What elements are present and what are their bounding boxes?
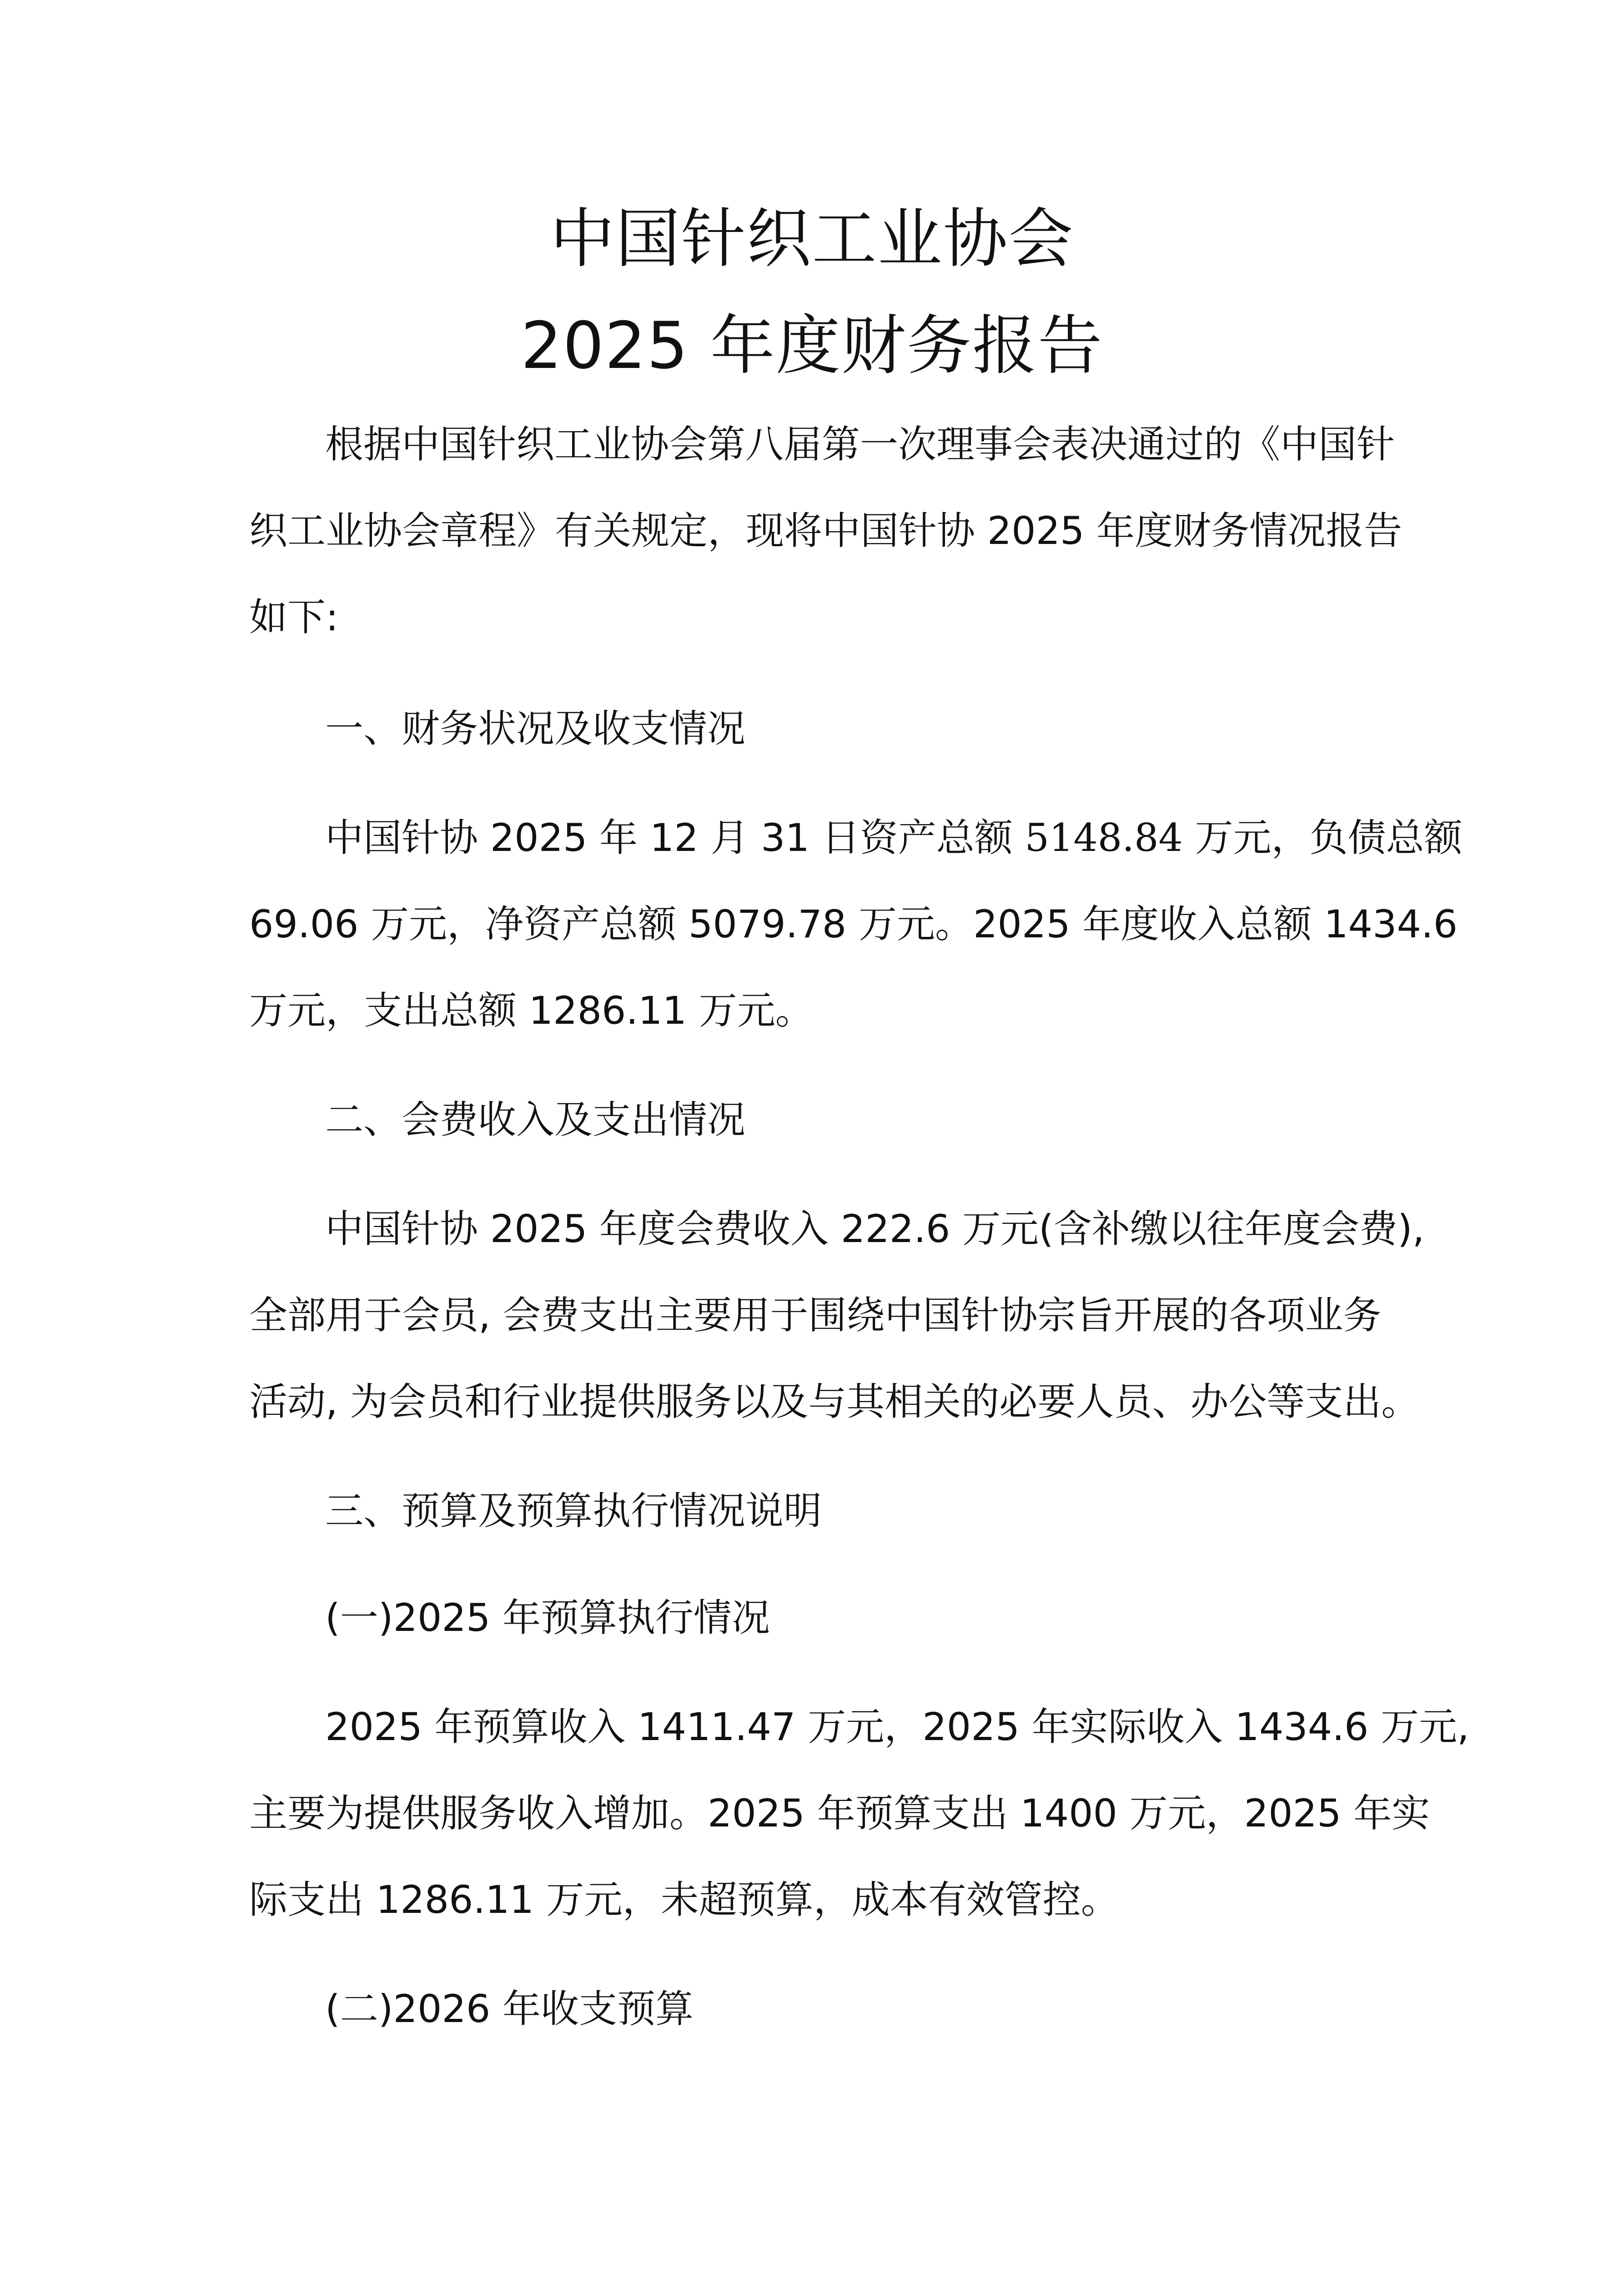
intro-line-3: 如下: — [249, 595, 339, 639]
section-2-line-1: 中国针协 2025 年度会费收入 222.6 万元(含补缴以往年度会费), — [325, 1207, 1425, 1251]
section-1-heading: 一、财务状况及收支情况 — [325, 706, 746, 751]
section-3-sub-2-heading: (二)2026 年收支预算 — [325, 1987, 694, 2031]
section-3-sub-1-heading: (一)2025 年预算执行情况 — [325, 1595, 770, 1640]
total-assets-value: 5148.84 — [1025, 815, 1183, 860]
section-1-line-1-pre: 中国针协 2025 年 12 月 31 日资产总额 — [325, 815, 1025, 860]
section-1-line-1 — [325, 815, 1463, 860]
section-3-sub-1-line-1: 2025 年预算收入 1411.47 万元，2025 年实际收入 1434.6 万元, — [325, 1705, 1469, 1749]
section-3-sub-1-line-3-post: 未超预算，成本有效管控。 — [660, 1879, 1119, 1922]
section-2-line-2: 全部用于会员, 会费支出主要用于围绕中国针协宗旨开展的各项业务 — [249, 1293, 1382, 1338]
section-3-sub-1-line-3-pre: 际支出 1286.11 万元， — [249, 1877, 661, 1922]
intro-line-1-text: 根据中国针织工业协会第八届第一次理事会表决通过的《中国针 — [325, 422, 1395, 467]
report-title-org: 中国针织工业协会 — [550, 201, 1074, 277]
section-3-sub-1-line-2: 主要为提供服务收入增加。2025 年预算支出 1400 万元，2025 年实 — [249, 1791, 1430, 1836]
section-2-heading: 二、会费收入及支出情况 — [325, 1097, 746, 1142]
section-3-heading: 三、预算及预算执行情况说明 — [325, 1489, 822, 1533]
section-3-sub-1-line-3 — [249, 1877, 1119, 1922]
section-1-line-1-post: 万元，负债总额 — [1182, 815, 1463, 860]
report-title-year: 2025 年度财务报告 — [521, 308, 1103, 383]
intro-line-1 — [325, 422, 1395, 467]
section-1-line-2: 69.06 万元，净资产总额 5079.78 万元。2025 年度收入总额 1434.6 — [249, 902, 1458, 946]
section-1-line-3: 万元，支出总额 1286.11 万元。 — [249, 988, 814, 1033]
intro-line-2: 织工业协会章程》有关规定，现将中国针协 2025 年度财务情况报告 — [249, 508, 1403, 553]
section-2-line-3: 活动, 为会员和行业提供服务以及与其相关的必要人员、办公等支出。 — [249, 1379, 1420, 1424]
